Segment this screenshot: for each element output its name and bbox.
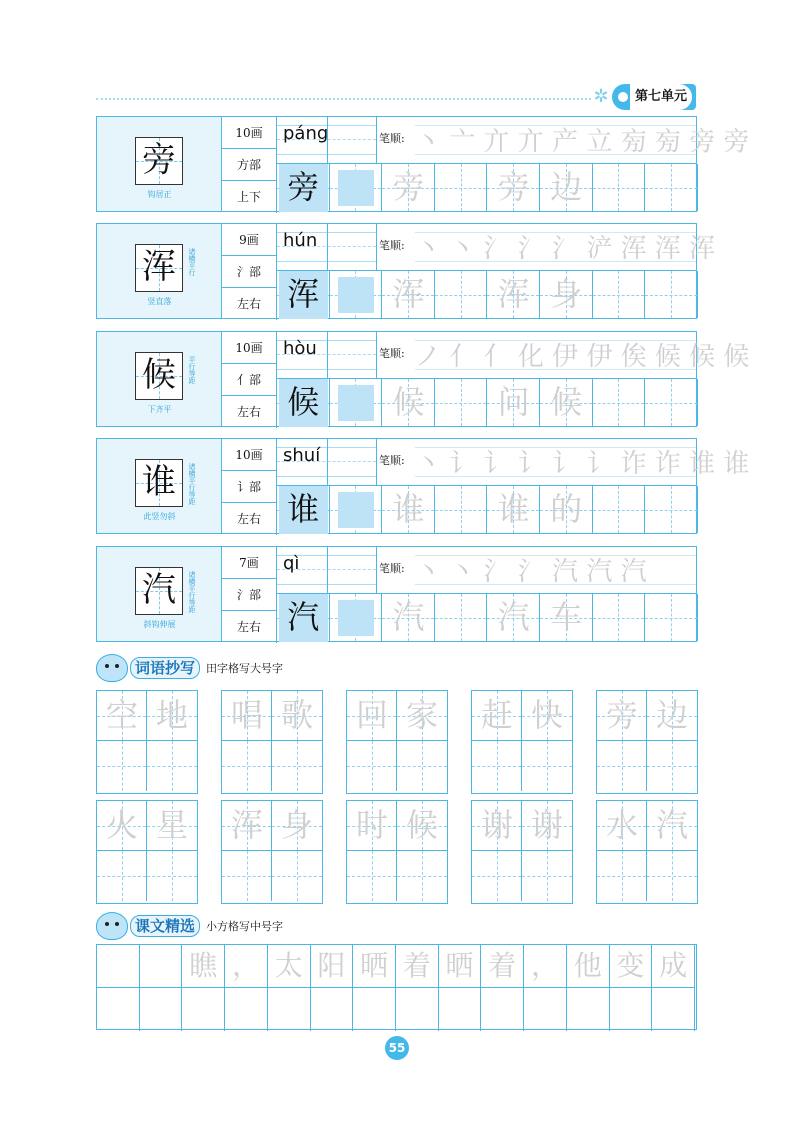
stroke-count: 10画 (222, 332, 277, 364)
unit-tag (612, 84, 696, 110)
trace-character: 浑 (497, 275, 530, 313)
trace-character: 汽 (392, 598, 425, 636)
word-char-1: 水 (605, 806, 638, 844)
trace-character: 的 (550, 490, 583, 528)
word-char-2: 汽 (655, 806, 688, 844)
word-char-1: 浑 (230, 806, 263, 844)
practice-cell[interactable] (593, 271, 646, 318)
passage-cell[interactable] (182, 988, 225, 1031)
word-char-1: 赶 (480, 696, 513, 734)
unit-label: 第七单元 (630, 84, 692, 110)
word-cell[interactable] (397, 801, 447, 851)
radical: 亻部 (222, 364, 277, 396)
passage-cell[interactable] (396, 988, 439, 1031)
pinyin-cell (277, 224, 377, 271)
header-dotted-line (96, 98, 591, 100)
structure: 左右 (222, 503, 277, 535)
passage-cell[interactable]: 晒 (353, 945, 396, 988)
word-cell[interactable] (97, 741, 147, 791)
stroke-order-label: 笔顺: (379, 454, 405, 467)
word-cell[interactable] (397, 741, 447, 791)
word-cell[interactable] (347, 801, 397, 851)
traced-character: 旁 (279, 164, 328, 212)
passage-cell[interactable]: 着 (481, 945, 524, 988)
character-block (96, 546, 697, 642)
word-cell[interactable] (597, 801, 647, 851)
stroke-order-row (377, 224, 716, 271)
character-block (96, 223, 716, 319)
word-cell[interactable] (647, 741, 697, 791)
radical: 氵部 (222, 579, 277, 611)
writing-tip: 下齐平 (147, 405, 172, 414)
trace-character: 谁 (392, 490, 425, 528)
word-char-1: 火 (105, 806, 138, 844)
model-character: 谁 (135, 459, 183, 507)
practice-cell[interactable] (645, 379, 698, 426)
word-char-1: 唱 (230, 696, 263, 734)
writing-tip: 斜钩伸展 (143, 620, 176, 629)
trace-character: 身 (550, 275, 583, 313)
word-char-1: 回 (355, 696, 388, 734)
word-cell[interactable] (272, 851, 322, 901)
word-cell[interactable] (272, 741, 322, 791)
trace-character: 车 (550, 598, 583, 636)
character-model-panel (97, 332, 222, 426)
stroke-order: 丶 亠 亣 亣 产 立 㫄 㫄 旁 旁 (415, 127, 750, 157)
star-icon: ✲ (593, 86, 609, 107)
word-section-title (96, 654, 283, 682)
word-cell[interactable] (647, 801, 697, 851)
side-tip: 诸横平行等距 (188, 571, 196, 613)
character-model-panel (97, 117, 222, 211)
structure: 上下 (222, 181, 277, 213)
dot-icon (618, 92, 628, 102)
character-model-panel (97, 439, 222, 533)
passage-cell[interactable]: 变 (610, 945, 653, 988)
trace-character: 旁 (497, 168, 530, 206)
practice-cell[interactable] (435, 594, 488, 641)
stroke-order: 丶 丶 氵 氵 氵 浐 浑 浑 浑 (415, 234, 716, 264)
stroke-order-row (377, 439, 750, 486)
structure: 左右 (222, 288, 277, 320)
structure: 左右 (222, 396, 277, 428)
stroke-order-row (377, 547, 696, 594)
word-cell[interactable] (222, 851, 272, 901)
word-cell[interactable] (347, 851, 397, 901)
trace-character: 汽 (497, 598, 530, 636)
radical: 讠部 (222, 471, 277, 503)
word-cell[interactable] (597, 851, 647, 901)
pinyin: hòu (283, 338, 317, 359)
practice-cell[interactable] (435, 271, 488, 318)
word-char-2: 家 (405, 696, 438, 734)
word-box (221, 800, 323, 904)
character-block (96, 438, 750, 534)
character-block (96, 331, 750, 427)
passage-cell[interactable]: 他 (567, 945, 610, 988)
side-tip: 平行等距 (188, 356, 196, 384)
word-cell[interactable] (222, 691, 272, 741)
word-cell[interactable] (472, 801, 522, 851)
trace-character: 浑 (392, 275, 425, 313)
pinyin: qì (283, 553, 300, 574)
passage-cell[interactable] (140, 988, 183, 1031)
word-cell[interactable] (522, 741, 572, 791)
stroke-count: 9画 (222, 224, 277, 256)
passage-cell[interactable] (353, 988, 396, 1031)
practice-cell[interactable] (593, 486, 646, 533)
word-cell[interactable] (347, 691, 397, 741)
practice-row (277, 379, 696, 426)
stroke-order-label: 笔顺: (379, 239, 405, 252)
word-box (471, 690, 573, 794)
traced-character: 谁 (279, 486, 328, 534)
traced-character: 汽 (279, 594, 328, 642)
trace-character: 候 (392, 383, 425, 421)
writing-tip: 竖直落 (147, 297, 172, 306)
word-char-2: 快 (530, 696, 563, 734)
passage-cell[interactable] (652, 988, 695, 1031)
word-cell[interactable] (147, 741, 197, 791)
passage-section-title (96, 912, 283, 940)
model-character: 候 (135, 352, 183, 400)
word-cell[interactable] (597, 741, 647, 791)
stroke-order: 丶 丶 氵 氵 汽 汽 汽 (415, 557, 647, 587)
word-cell[interactable] (472, 691, 522, 741)
word-cell[interactable] (522, 851, 572, 901)
practice-cell[interactable] (593, 594, 646, 641)
word-char-1: 谢 (480, 806, 513, 844)
highlight-square (338, 277, 374, 313)
pinyin-cell (277, 117, 377, 164)
word-cell[interactable] (272, 801, 322, 851)
trace-character: 边 (550, 168, 583, 206)
side-tip: 诸横平行等距 (188, 463, 196, 505)
writing-tip: 此竖勿斜 (143, 512, 176, 521)
practice-cell[interactable] (645, 594, 698, 641)
model-character: 旁 (135, 137, 183, 185)
passage-cell[interactable] (567, 988, 610, 1031)
word-box (96, 800, 198, 904)
model-character: 浑 (135, 244, 183, 292)
word-cell[interactable] (397, 851, 447, 901)
character-model-panel (97, 224, 222, 318)
word-cell[interactable] (522, 801, 572, 851)
practice-row (277, 271, 696, 318)
word-char-2: 候 (405, 806, 438, 844)
structure: 左右 (222, 611, 277, 643)
word-cell[interactable] (647, 691, 697, 741)
word-cell[interactable] (222, 741, 272, 791)
practice-row (277, 594, 696, 641)
passage-cell[interactable] (610, 988, 653, 1031)
word-cell[interactable] (222, 801, 272, 851)
word-char-2: 身 (280, 806, 313, 844)
passage-cell[interactable] (439, 988, 482, 1031)
word-char-2: 星 (155, 806, 188, 844)
stroke-order-row (377, 117, 750, 164)
word-char-1: 空 (105, 696, 138, 734)
passage-section-subtitle: 小方格写中号字 (206, 920, 284, 933)
passage-grid (96, 944, 697, 1030)
pinyin: shuí (283, 445, 321, 466)
passage-cell[interactable]: ， (225, 945, 268, 988)
character-block (96, 116, 750, 212)
highlight-square (338, 170, 374, 206)
word-box (221, 690, 323, 794)
word-box (346, 800, 448, 904)
traced-character: 候 (279, 379, 328, 427)
word-cell[interactable] (97, 801, 147, 851)
passage-cell[interactable] (481, 988, 524, 1031)
stroke-count: 10画 (222, 439, 277, 471)
word-cell[interactable] (147, 801, 197, 851)
highlight-square (338, 600, 374, 636)
practice-row (277, 486, 696, 533)
word-cell[interactable] (147, 691, 197, 741)
highlight-square (338, 385, 374, 421)
stroke-order-label: 笔顺: (379, 132, 405, 145)
word-box (596, 800, 698, 904)
word-char-2: 边 (655, 696, 688, 734)
practice-cell[interactable] (593, 164, 646, 211)
word-char-2: 地 (155, 696, 188, 734)
word-cell[interactable] (347, 741, 397, 791)
practice-cell[interactable] (435, 379, 488, 426)
trace-character: 旁 (392, 168, 425, 206)
word-cell[interactable] (147, 851, 197, 901)
pinyin: hún (283, 230, 318, 251)
passage-cell[interactable]: 瞧 (182, 945, 225, 988)
passage-cell[interactable]: ， (524, 945, 567, 988)
passage-cell[interactable] (268, 988, 311, 1031)
word-cell[interactable] (272, 691, 322, 741)
trace-character: 候 (550, 383, 583, 421)
passage-cell[interactable] (97, 988, 140, 1031)
page-number: 55 (385, 1036, 409, 1060)
word-box (346, 690, 448, 794)
word-char-2: 歌 (280, 696, 313, 734)
word-box (96, 690, 198, 794)
passage-cell[interactable] (140, 945, 183, 988)
word-cell[interactable] (397, 691, 447, 741)
word-char-1: 旁 (605, 696, 638, 734)
practice-cell[interactable] (435, 164, 488, 211)
passage-cell[interactable]: 着 (396, 945, 439, 988)
pinyin-cell (277, 547, 377, 594)
word-box (596, 690, 698, 794)
word-cell[interactable] (472, 851, 522, 901)
stroke-order-row (377, 332, 750, 379)
mascot-icon (96, 654, 128, 682)
trace-character: 谁 (497, 490, 530, 528)
passage-cell[interactable] (97, 945, 140, 988)
passage-cell[interactable]: 成 (652, 945, 695, 988)
stroke-count: 10画 (222, 117, 277, 149)
word-cell[interactable] (472, 741, 522, 791)
practice-cell[interactable] (645, 486, 698, 533)
practice-row (277, 164, 696, 211)
word-section-subtitle: 田字格写大号字 (206, 662, 284, 675)
pinyin-cell (277, 439, 377, 486)
pinyin: páng (283, 123, 329, 144)
word-cell[interactable] (97, 691, 147, 741)
radical: 方部 (222, 149, 277, 181)
practice-cell[interactable] (645, 271, 698, 318)
mascot-icon (96, 912, 128, 940)
trace-character: 问 (497, 383, 530, 421)
word-cell[interactable] (522, 691, 572, 741)
highlight-square (338, 492, 374, 528)
writing-tip: 钩居正 (147, 190, 172, 199)
practice-cell[interactable] (593, 379, 646, 426)
word-cell[interactable] (647, 851, 697, 901)
word-cell[interactable] (97, 851, 147, 901)
passage-cell[interactable] (524, 988, 567, 1031)
passage-section-heading: 课文精选 (130, 915, 200, 937)
word-cell[interactable] (597, 691, 647, 741)
passage-cell[interactable]: 阳 (311, 945, 354, 988)
word-section-heading: 词语抄写 (130, 657, 200, 679)
radical: 氵部 (222, 256, 277, 288)
word-char-2: 谢 (530, 806, 563, 844)
passage-cell[interactable] (225, 988, 268, 1031)
stroke-order-label: 笔顺: (379, 347, 405, 360)
stroke-order: ノ 亻 亻 化 伊 伊 俟 候 候 候 (415, 342, 750, 372)
character-model-panel (97, 547, 222, 641)
word-char-1: 时 (355, 806, 388, 844)
side-tip: 诸横平行 (188, 248, 196, 276)
stroke-count: 7画 (222, 547, 277, 579)
practice-cell[interactable] (435, 486, 488, 533)
word-box (471, 800, 573, 904)
traced-character: 浑 (279, 271, 328, 319)
stroke-order: 丶 讠 讠 讠 讠 讠 诈 诈 谁 谁 (415, 449, 750, 479)
pinyin-cell (277, 332, 377, 379)
passage-cell[interactable] (311, 988, 354, 1031)
practice-cell[interactable] (645, 164, 698, 211)
stroke-order-label: 笔顺: (379, 562, 405, 575)
passage-cell[interactable]: 晒 (439, 945, 482, 988)
passage-cell[interactable]: 太 (268, 945, 311, 988)
model-character: 汽 (135, 567, 183, 615)
